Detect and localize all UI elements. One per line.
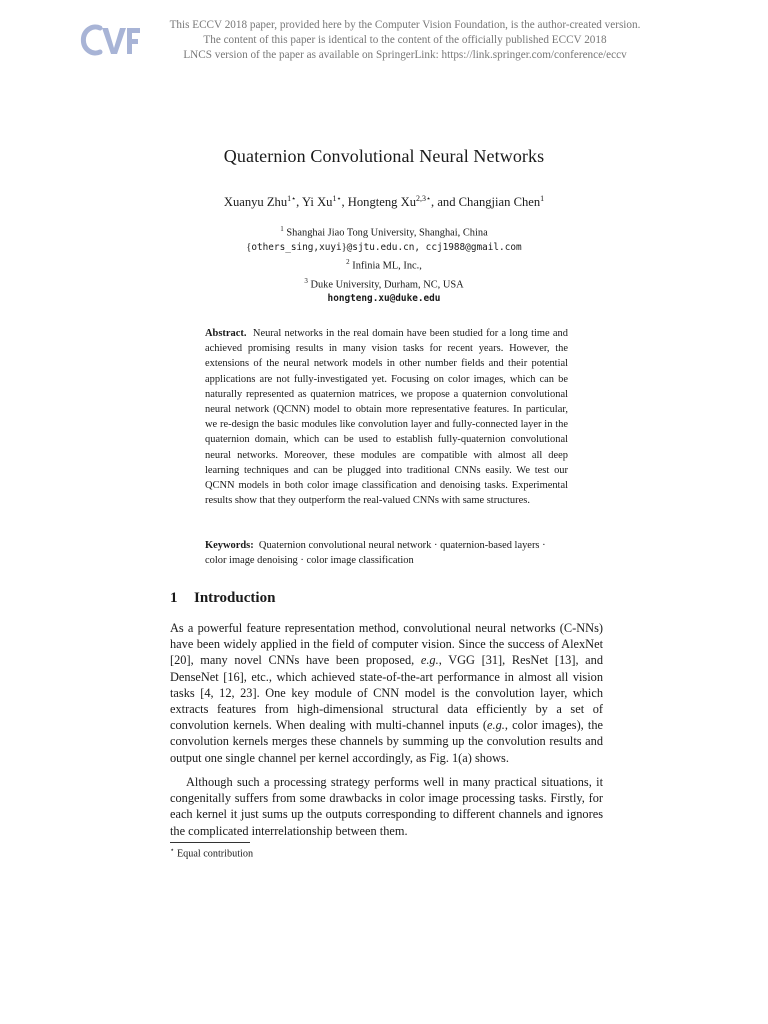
keywords (205, 538, 568, 568)
paragraph-text: , color images), the convolution kernels merges these channels by summing up the convolution results and output one single channel per kernel accordingly, as Fig. 1(a) shows. (170, 718, 603, 765)
affiliation-text: Infinia ML, Inc., (352, 260, 422, 272)
email-brace: { (246, 241, 252, 253)
paragraph-text: As a powerful feature representation method, convolutional neural networks (C-NNs) have been widely applied in the field of computer vision. Since the success of AlexNet [20], many novel CNNs have been proposed, (170, 621, 603, 668)
footnote-rule (170, 842, 250, 843)
paragraph-text: , VGG [31], ResNet [13], and DenseNet [16], etc., which achieved state-of-the-art performance in almost all vision tasks [4, 12, 23]. One key module of CNN model is the convolution layer, which extracts features from high-dimensional structural data efficiently by a set of convolution kernels. When dealing with multi-channel inputs ( (170, 653, 603, 733)
author-name: Hongteng Xu (347, 195, 416, 210)
cvf-logo (80, 18, 142, 62)
header-line-1: This ECCV 2018 paper, provided here by the Computer Vision Foundation, is the author-created version. (169, 19, 641, 31)
section-heading (170, 590, 275, 607)
header-line-3: LNCS version of the paper as available on SpringerLink: https://link.springer.com/conference/eccv (183, 49, 627, 61)
header-line-2: The content of this paper is identical to the content of the officially published ECCV 2018 (203, 34, 607, 46)
author-list (120, 194, 648, 210)
footnote (170, 846, 253, 859)
keywords-label: Keywords: (205, 540, 254, 551)
author-separator: , (296, 195, 303, 210)
affiliation-1 (150, 222, 618, 241)
footnote-mark: ⋆ (170, 846, 175, 854)
affiliations (150, 222, 618, 306)
author-mark: 1 (540, 194, 545, 203)
affiliation-3 (150, 274, 618, 293)
email-names: others_sing,xuyi (251, 241, 342, 253)
author-name: Yi Xu (302, 195, 333, 210)
affiliation-number: 1 (280, 225, 284, 233)
author-mark: 2,3⋆ (416, 194, 432, 203)
abstract-label: Abstract. (205, 328, 247, 339)
author-name: Changjian Chen (458, 195, 541, 210)
paper-title: Quaternion Convolutional Neural Networks (223, 146, 545, 166)
email-link: hongteng.xu@duke.edu (327, 293, 441, 305)
abstract-text: Neural networks in the real domain have been studied for a long time and achieved promising results in many vision tasks for recent years. However, the extensions of the neural network models in other number fields and their potential applications are not fully-investigated yet. Focusing on color images, which can be naturally represented as quaternion matrices, we propose a quaternion convolutional neural network (QCNN) model to obtain more representative features. In particular, we re-design the basic modules like convolution layer and fully-connected layer in the quaternion domain, which can be used to establish fully-quaternion convolutional neural networks. Moreover, these modules are compatible with almost all deep learning techniques and can be plugged into traditional CNNs easily. We test our QCNN models in both color image classification and denoising tasks. Experimental results show that they outperform the real-valued CNNs with same structures. (205, 328, 568, 507)
email-brace: } (341, 241, 347, 253)
affiliation-number: 3 (304, 276, 308, 285)
affiliation-3-email (150, 292, 618, 306)
abstract (205, 326, 568, 508)
email-domain: @sjtu.edu.cn, ccj1988@gmail.com (346, 241, 522, 253)
intro-paragraph-2: Although such a processing strategy performs well in many practical situations, it congenitally suffers from some drawbacks in color image processing tasks. Firstly, for each kernel it just sums up the outputs corresponding to different channels and ignores the complicated interrelationship between them. (170, 775, 603, 838)
intro-paragraph-1 (170, 620, 603, 766)
affiliation-number: 2 (346, 257, 350, 266)
keywords-text: Quaternion convolutional neural network · quaternion-based layers · color image denoising · color image classification (205, 540, 546, 567)
author-name: Xuanyu Zhu (223, 195, 288, 210)
author-mark: 1⋆ (287, 194, 297, 203)
section-title: Introduction (194, 590, 276, 606)
footnote-text: Equal contribution (176, 848, 254, 860)
paragraph-italic: e.g. (420, 653, 439, 668)
author-separator: , and (431, 195, 459, 210)
affiliation-text: Shanghai Jiao Tong University, Shanghai, China (286, 227, 488, 239)
header-notice (150, 18, 660, 63)
affiliation-2 (150, 255, 618, 274)
paragraph-italic: e.g. (487, 718, 505, 733)
affiliation-1-emails (150, 241, 618, 255)
section-number: 1 (170, 590, 178, 606)
affiliation-text: Duke University, Durham, NC, USA (310, 279, 464, 291)
author-mark: 1⋆ (332, 194, 342, 203)
author-separator: , (341, 195, 348, 210)
